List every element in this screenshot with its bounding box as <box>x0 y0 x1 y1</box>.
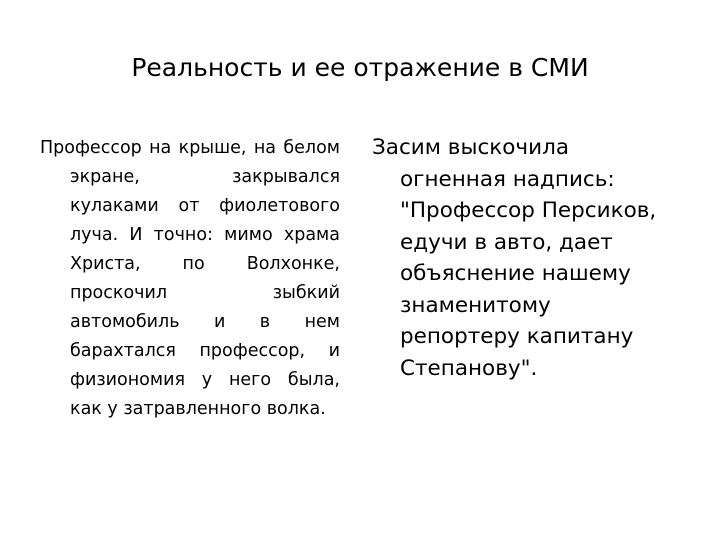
slide-title: Реальность и ее отражение в СМИ <box>131 53 589 82</box>
left-column-text: Профессор на крыше, на белом экране, закрывался кулаками от фиолетового луча. И точно: мимо храма Христа, по Волхонке, проскочил зыбкий автомобиль и в нем барахтался профессор, и физиономия у него была, как у затравленного волка. <box>40 138 340 419</box>
right-column-text: Засим выскочила огненная надпись: "Профессор Персиков, едучи в авто, дает объяснение нашему знаменитому репортеру капитану Степанову". <box>372 135 657 381</box>
